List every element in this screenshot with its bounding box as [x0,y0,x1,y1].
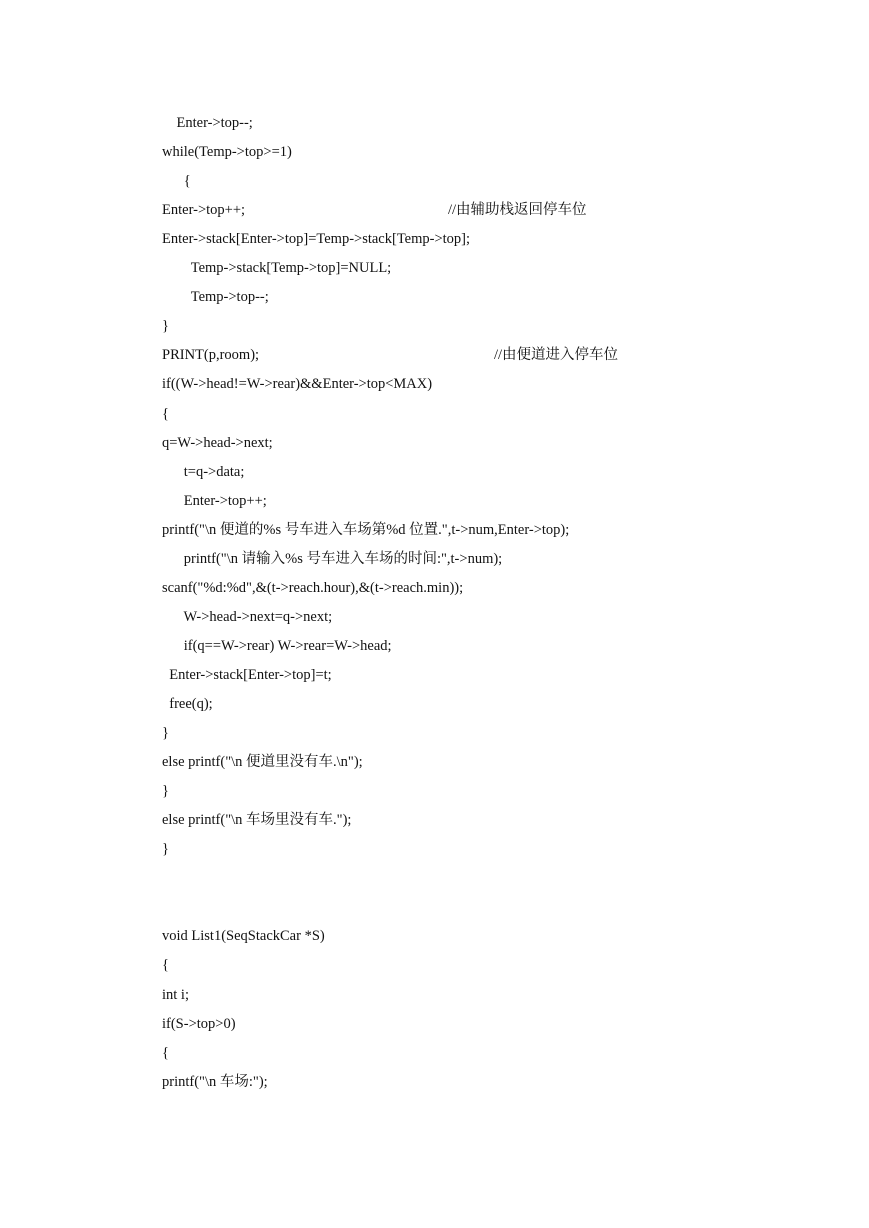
code-line: Temp->stack[Temp->top]=NULL; [162,260,392,276]
code-line: } [162,318,169,334]
code-line: Enter->top--; [162,115,253,131]
code-line: while(Temp->top>=1) [162,144,292,160]
code-line: { [162,173,191,189]
code-line: else printf("\n 便道里没有车.\n"); [162,754,363,770]
code-line: printf("\n 请输入%s 号车进入车场的时间:",t->num); [162,551,503,567]
code-line: scanf("%d:%d",&(t->reach.hour),&(t->reach.min)); [162,580,464,596]
code-line: } [162,783,169,799]
code-line: free(q); [162,696,213,712]
code-line: if(q==W->rear) W->rear=W->head; [162,638,392,654]
code-line: int i; [162,987,189,1003]
code-line: printf("\n 便道的%s 号车进入车场第%d 位置.",t->num,Enter->top); [162,522,570,538]
code-line: q=W->head->next; [162,435,273,451]
code-line: if(S->top>0) [162,1016,236,1032]
code-line: { [162,957,169,973]
code-line: void List1(SeqStackCar *S) [162,928,325,944]
code-line: } [162,841,169,857]
code-line: Enter->stack[Enter->top]=t; [162,667,332,683]
code-line: Enter->top++; [162,202,246,218]
code-line: Temp->top--; [162,289,269,305]
code-line: printf("\n 车场:"); [162,1074,268,1090]
code-line: else printf("\n 车场里没有车."); [162,812,352,828]
code-line: { [162,1045,169,1061]
code-line: { [162,406,169,422]
code-comment: //由便道进入停车位 [494,347,619,363]
code-line: Enter->stack[Enter->top]=Temp->stack[Temp->top]; [162,231,471,247]
code-line: W->head->next=q->next; [162,609,333,625]
code-comment: //由辅助栈返回停车位 [448,202,587,218]
code-line: if((W->head!=W->rear)&&Enter->top<MAX) [162,376,433,392]
code-line: t=q->data; [162,464,245,480]
code-line: PRINT(p,room); [162,347,260,363]
code-line: Enter->top++; [162,493,267,509]
code-line: } [162,725,169,741]
